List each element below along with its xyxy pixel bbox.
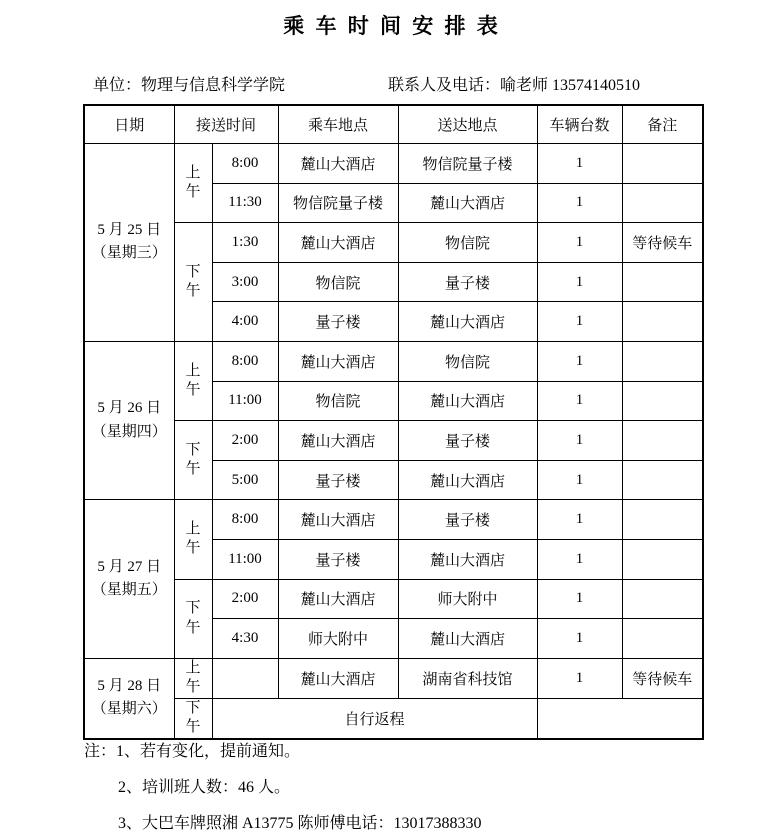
time-cell [212, 658, 278, 698]
date-line2: （星期四） [91, 423, 167, 440]
pickup-cell: 物信院 [278, 262, 398, 302]
date-line2: （星期三） [91, 245, 167, 262]
note-cell [622, 183, 703, 223]
date-line1: 5 月 28 日 [97, 677, 162, 694]
period-cell-am: 上午 [174, 341, 212, 420]
table-row [84, 579, 703, 619]
vehicles-cell: 1 [537, 381, 622, 421]
pickup-cell: 麓山大酒店 [278, 658, 398, 698]
table-row [84, 500, 703, 540]
contact-value: 喻老师 13574140510 [500, 77, 641, 94]
note-cell [622, 341, 703, 381]
note-cell [622, 144, 703, 184]
pickup-cell: 物信院量子楼 [278, 183, 398, 223]
pickup-cell: 麓山大酒店 [278, 421, 398, 461]
date-line1: 5 月 27 日 [97, 558, 162, 575]
vehicles-cell: 1 [537, 579, 622, 619]
vehicles-cell: 1 [537, 460, 622, 500]
note-cell [622, 381, 703, 421]
pickup-cell: 麓山大酒店 [278, 223, 398, 263]
unit-value: 物理与信息科学学院 [141, 77, 286, 94]
vehicles-cell: 1 [537, 500, 622, 540]
dropoff-cell: 麓山大酒店 [398, 183, 537, 223]
dropoff-cell: 麓山大酒店 [398, 460, 537, 500]
date-cell [84, 341, 174, 499]
col-header-note: 备注 [622, 105, 703, 144]
vehicles-cell: 1 [537, 262, 622, 302]
vehicles-cell: 1 [537, 341, 622, 381]
notes-label: 注： [84, 743, 117, 760]
note-cell: 等待候车 [622, 223, 703, 263]
time-cell: 8:00 [212, 500, 278, 540]
date-cell [84, 500, 174, 658]
time-cell: 4:00 [212, 302, 278, 342]
time-cell: 11:00 [212, 539, 278, 579]
note-cell [622, 460, 703, 500]
footnotes [84, 738, 482, 832]
note-cell: 等待候车 [622, 658, 703, 698]
date-cell [84, 658, 174, 739]
col-header-vehicles: 车辆台数 [537, 105, 622, 144]
contact-label: 联系人及电话： [388, 77, 501, 94]
note-item: 2、培训班人数：46 人。 [118, 779, 291, 796]
table-row [84, 421, 703, 461]
vehicles-cell: 1 [537, 144, 622, 184]
note-item: 1、若有变化，提前通知。 [116, 743, 301, 760]
pickup-cell: 麓山大酒店 [278, 500, 398, 540]
dropoff-cell: 物信院 [398, 341, 537, 381]
period-cell-pm: 下午 [174, 698, 212, 739]
period-cell-pm: 下午 [174, 421, 212, 500]
pickup-cell: 量子楼 [278, 302, 398, 342]
dropoff-cell: 麓山大酒店 [398, 302, 537, 342]
date-line1: 5 月 26 日 [97, 400, 162, 417]
date-line2: （星期六） [91, 701, 167, 718]
note-line-1 [84, 738, 482, 761]
pickup-cell: 量子楼 [278, 460, 398, 500]
unit-field [93, 72, 388, 95]
date-cell [84, 144, 174, 342]
time-cell: 11:00 [212, 381, 278, 421]
schedule-table [83, 104, 704, 740]
pickup-cell: 麓山大酒店 [278, 144, 398, 184]
period-cell-am: 上午 [174, 144, 212, 223]
info-line [93, 72, 640, 95]
dropoff-cell: 麓山大酒店 [398, 619, 537, 659]
table-row [84, 341, 703, 381]
pickup-cell: 量子楼 [278, 539, 398, 579]
vehicles-cell: 1 [537, 619, 622, 659]
empty-cell [537, 698, 703, 739]
col-header-dropoff: 送达地点 [398, 105, 537, 144]
table-row [84, 223, 703, 263]
date-line2: （星期五） [91, 582, 167, 599]
period-cell-pm: 下午 [174, 223, 212, 342]
time-cell: 1:30 [212, 223, 278, 263]
dropoff-cell: 量子楼 [398, 262, 537, 302]
dropoff-cell: 量子楼 [398, 421, 537, 461]
dropoff-cell: 物信院量子楼 [398, 144, 537, 184]
note-cell [622, 500, 703, 540]
period-cell-pm: 下午 [174, 579, 212, 658]
time-cell: 8:00 [212, 144, 278, 184]
time-cell: 2:00 [212, 421, 278, 461]
page-title: 乘 车 时 间 安 排 表 [283, 14, 501, 38]
note-cell [622, 619, 703, 659]
note-cell [622, 302, 703, 342]
dropoff-cell: 量子楼 [398, 500, 537, 540]
time-cell: 11:30 [212, 183, 278, 223]
table-row [84, 658, 703, 698]
period-cell-am: 上午 [174, 658, 212, 698]
unit-label: 单位： [93, 77, 142, 94]
note-cell [622, 579, 703, 619]
dropoff-cell: 麓山大酒店 [398, 539, 537, 579]
time-cell: 4:30 [212, 619, 278, 659]
date-line1: 5 月 25 日 [97, 222, 162, 239]
time-cell: 5:00 [212, 460, 278, 500]
self-return-cell: 自行返程 [212, 698, 537, 739]
dropoff-cell: 物信院 [398, 223, 537, 263]
col-header-pickup: 乘车地点 [278, 105, 398, 144]
dropoff-cell: 师大附中 [398, 579, 537, 619]
header-row [84, 105, 703, 144]
vehicles-cell: 1 [537, 302, 622, 342]
pickup-cell: 师大附中 [278, 619, 398, 659]
pickup-cell: 麓山大酒店 [278, 579, 398, 619]
note-line-2 [118, 774, 482, 797]
note-cell [622, 421, 703, 461]
note-cell [622, 262, 703, 302]
period-cell-am: 上午 [174, 500, 212, 579]
vehicles-cell: 1 [537, 183, 622, 223]
vehicles-cell: 1 [537, 223, 622, 263]
time-cell: 8:00 [212, 341, 278, 381]
pickup-cell: 麓山大酒店 [278, 341, 398, 381]
time-cell: 2:00 [212, 579, 278, 619]
table-row [84, 144, 703, 184]
col-header-date: 日期 [84, 105, 174, 144]
note-line-3 [118, 810, 482, 832]
table-row [84, 698, 703, 739]
note-item: 3、大巴车牌照湘 A13775 陈师傅电话：13017388330 [118, 815, 482, 832]
note-cell [622, 539, 703, 579]
time-cell: 3:00 [212, 262, 278, 302]
vehicles-cell: 1 [537, 658, 622, 698]
vehicles-cell: 1 [537, 539, 622, 579]
col-header-time: 接送时间 [174, 105, 278, 144]
pickup-cell: 物信院 [278, 381, 398, 421]
dropoff-cell: 湖南省科技馆 [398, 658, 537, 698]
contact-field [388, 77, 640, 94]
vehicles-cell: 1 [537, 421, 622, 461]
dropoff-cell: 麓山大酒店 [398, 381, 537, 421]
